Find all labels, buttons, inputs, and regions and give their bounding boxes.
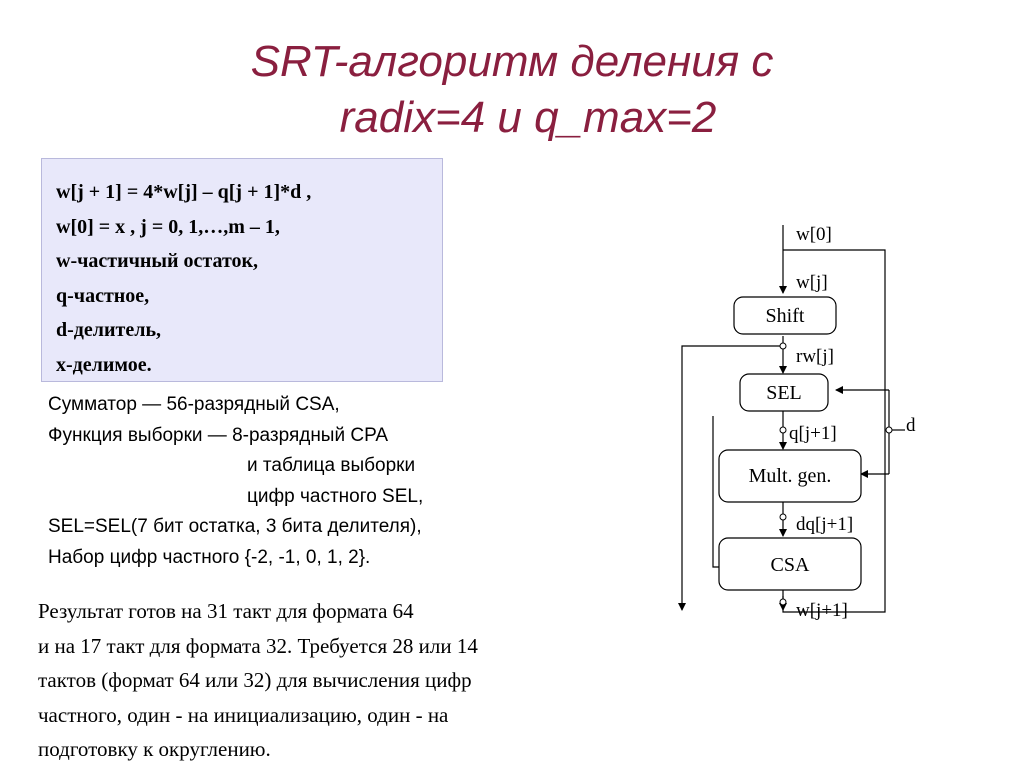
result-line: и на 17 такт для формата 32. Требуется 28 или 14 [38,633,478,658]
sel-label: SEL [766,382,802,404]
title-line-1: SRT-алгоритм деления с [250,37,774,86]
result-line: подготовку к округлению. [38,737,271,762]
wj-label: w[j] [796,272,828,293]
srt-block-diagram [660,210,930,630]
definitions-box [41,158,443,382]
spec-selection-table: и таблица выборки [247,455,416,477]
wj1-label: w[j+1] [796,600,848,621]
result-line: частного, один - на инициализацию, один - на [38,702,449,727]
junction-dot [886,427,892,433]
rwj-label: rw[j] [796,346,834,367]
junction-dot [780,599,786,605]
definition-w: w-частичный остаток, [56,250,259,272]
shift-label: Shift [765,305,805,327]
spec-sel-digits: цифр частного SEL, [247,485,424,507]
title-line-2: radix=4 и q_max=2 [339,93,717,142]
hardware-specs [48,390,423,574]
mult-gen-label: Mult. gen. [748,465,832,487]
result-line: Результат готов на 31 такт для формата 64 [38,599,414,623]
result-line: тактов (формат 64 или 32) для вычисления цифр [38,668,472,693]
junction-dot [780,514,786,520]
spec-digit-set: Набор цифр частного {-2, -1, 0, 1, 2}. [48,546,371,568]
definition-initial: w[0] = x , j = 0, 1,…,m – 1, [56,215,280,238]
spec-adder: Сумматор — 56-разрядный CSA, [48,394,340,415]
w0-label: w[0] [796,224,832,245]
junction-dot [780,343,786,349]
definition-x: x-делимое. [56,353,152,376]
definition-q: q-частное, [56,284,150,307]
result-paragraph [38,594,478,767]
junction-dot [780,427,786,433]
dqj1-label: dq[j+1] [796,514,854,535]
spec-selection-function: Функция выборки — 8-разрядный CPA [48,424,389,446]
d-label: d [906,415,916,436]
qj1-label: q[j+1] [789,423,837,444]
spec-sel-inputs: SEL=SEL(7 бит остатка, 3 бита делителя), [48,516,422,538]
definition-d: d-делитель, [56,319,162,341]
slide-title [0,34,1024,146]
csa-label: CSA [770,554,810,576]
definition-recurrence: w[j + 1] = 4*w[j] – q[j + 1]*d , [56,181,312,203]
